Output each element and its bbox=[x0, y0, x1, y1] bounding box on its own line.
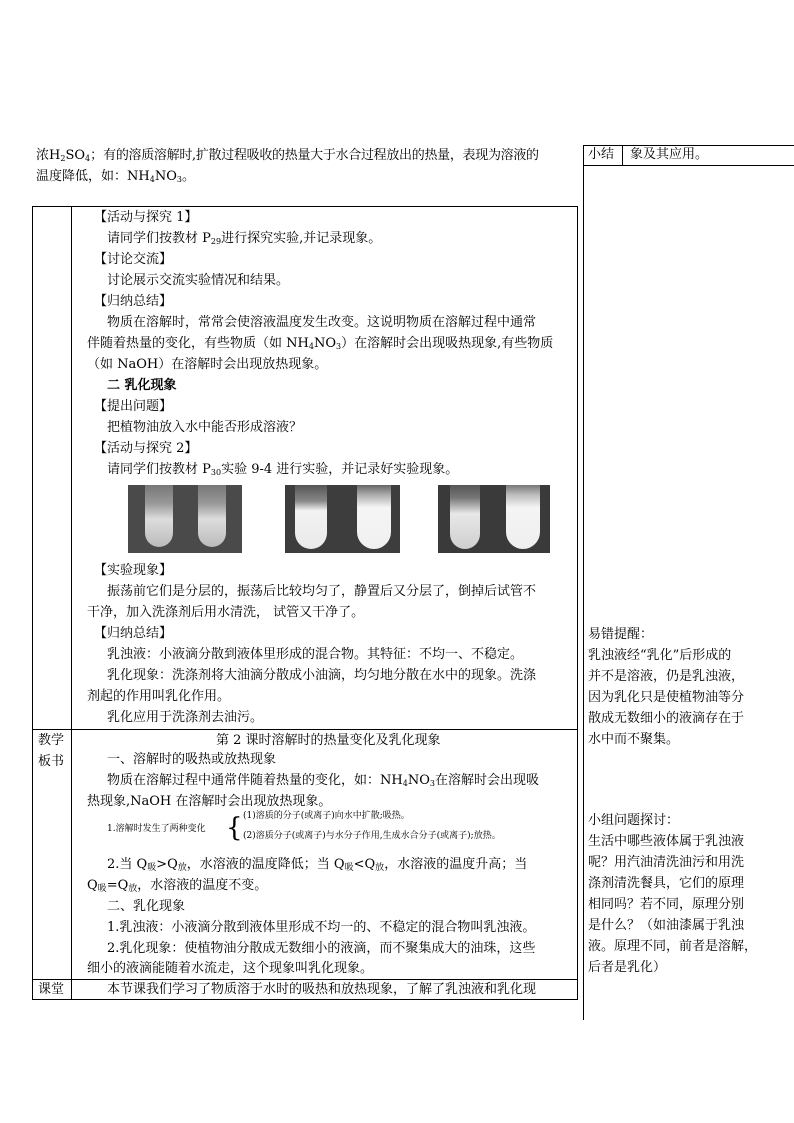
formula-line: (1)溶质的分子(或离子)向水中扩散;吸热。 bbox=[243, 811, 410, 821]
paragraph: 伴随着热量的变化，有些物质（如 $NH_4NO_3$）在溶解时会出现吸热现象,有些物质 bbox=[87, 336, 554, 351]
brace-icon: { bbox=[226, 813, 243, 843]
note-line: 液。原理不同，前者是溶解， bbox=[588, 939, 758, 954]
note-line: 相同吗？若不同，原理分别 bbox=[588, 897, 745, 912]
paragraph: 本节课我们学习了物质溶于水时的吸热和放热现象，了解了乳浊液和乳化现 bbox=[107, 982, 537, 997]
photo-cloudy-tubes bbox=[285, 485, 400, 553]
board-title: 第 2 课时溶解时的热量变化及乳化现象 bbox=[216, 733, 441, 748]
heading-activity-2: 【活动与探究 2】 bbox=[94, 441, 198, 456]
paragraph: 把植物油放入水中能否形成溶液？ bbox=[107, 420, 303, 435]
note-line: 水中而不聚集。 bbox=[588, 732, 680, 747]
test-tube bbox=[145, 485, 173, 547]
heading-discussion: 【讨论交流】 bbox=[94, 252, 173, 267]
paragraph: 乳化应用于洗涤剂去油污。 bbox=[107, 710, 264, 725]
paragraph: 乳浊液：小液滴分散到液体里形成的混合物。其特征：不均一、不稳定。 bbox=[107, 647, 524, 662]
top-line-2: 温度降低，如：$NH_4NO_3$。 bbox=[36, 169, 195, 184]
paragraph: 干净，加入洗涤剂后用水清洗， 试管又干净了。 bbox=[87, 605, 365, 620]
formula-line: (2)溶质分子(或离子)与水分子作用,生成水合分子(或离子);放热。 bbox=[243, 831, 501, 841]
test-tube bbox=[506, 485, 540, 549]
test-tube bbox=[198, 485, 226, 547]
table-left-border bbox=[32, 206, 33, 1000]
note-line: 涤剂清洗餐具，它们的原理 bbox=[588, 876, 745, 891]
right-column-border bbox=[583, 145, 584, 1020]
heading-question: 【提出问题】 bbox=[94, 399, 173, 414]
heading-phenomenon: 【实验现象】 bbox=[94, 563, 173, 578]
note-line: 因为乳化只是使植物油等分 bbox=[588, 690, 745, 705]
test-tube bbox=[295, 485, 327, 549]
paragraph: 二、乳化现象 bbox=[107, 899, 186, 914]
rule bbox=[622, 145, 623, 165]
paragraph: 2.乳化现象：使植物油分散成无数细小的液滴，而不聚集成大的油珠，这些 bbox=[107, 941, 536, 956]
heading-activity-1: 【活动与探究 1】 bbox=[94, 210, 198, 225]
note-line: 是什么？（如油漆属于乳浊 bbox=[588, 918, 745, 933]
heading-summary: 【归纳总结】 bbox=[94, 294, 173, 309]
note-title: 易错提醒： bbox=[588, 627, 654, 642]
rule bbox=[583, 165, 794, 166]
heading-summary-2: 【归纳总结】 bbox=[94, 626, 173, 641]
table-top-border bbox=[32, 206, 578, 207]
summary-text-right: 象及其应用。 bbox=[630, 147, 709, 162]
paragraph: 物质在溶解过程中通常伴随着热量的变化，如：$NH_4NO_3$在溶解时会出现吸 bbox=[107, 773, 539, 788]
summary-label-right: 小结 bbox=[588, 147, 615, 162]
note-line: 生活中哪些液体属于乳浊液 bbox=[588, 834, 745, 849]
paragraph: 乳化现象：洗涤剂将大油滴分散成小油滴，均匀地分散在水中的现象。洗涤 bbox=[107, 668, 537, 683]
paragraph: （如 NaOH）在溶解时会出现放热现象。 bbox=[87, 357, 328, 372]
paragraph: 热现象,NaOH 在溶解时会出现放热现象。 bbox=[87, 794, 332, 809]
paragraph: 1.乳浊液：小液滴分散到液体里形成不均一的、不稳定的混合物叫乳浊液。 bbox=[107, 920, 536, 935]
table-label-divider bbox=[71, 206, 72, 1000]
table-right-border bbox=[577, 206, 578, 1000]
test-tube bbox=[357, 485, 391, 549]
paragraph: Q吸=Q放，水溶液的温度不变。 bbox=[87, 878, 268, 894]
paragraph: 剂起的作用叫乳化作用。 bbox=[87, 689, 231, 704]
paragraph: 物质在溶解时，常常会使溶液温度发生改变。这说明物质在溶解过程中通常 bbox=[107, 315, 537, 330]
row-label: 课堂 bbox=[38, 982, 65, 997]
paragraph: 请同学们按教材 $P_{30}$实验 9-4 进行实验，并记录好实验现象。 bbox=[107, 462, 459, 477]
note-line: 后者是乳化） bbox=[588, 960, 667, 975]
note-line: 并不是溶液，仍是乳浊液， bbox=[588, 669, 745, 684]
paragraph: 讨论展示交流实验情况和结果。 bbox=[107, 273, 290, 288]
top-line-1: 浓$H_2SO_4$；有的溶质溶解时,扩散过程吸收的热量大于水合过程放出的热量，表现为溶液的 bbox=[36, 148, 539, 163]
paragraph: 细小的液滴能随着水流走，这个现象叫乳化现象。 bbox=[87, 961, 374, 976]
note-line: 散成无数细小的液滴存在于 bbox=[588, 711, 745, 726]
note-title: 小组问题探讨： bbox=[588, 813, 680, 828]
paragraph: 一、溶解时的吸热或放热现象 bbox=[107, 752, 277, 767]
section-heading: 二 乳化现象 bbox=[107, 378, 177, 393]
photo-detergent-tubes bbox=[438, 485, 550, 553]
test-tube bbox=[450, 485, 480, 549]
row-label: 板书 bbox=[38, 754, 65, 769]
paragraph: 2.当 Q吸>Q放，水溶液的温度降低；当 Q吸<Q放，水溶液的温度升高；当 bbox=[107, 857, 528, 873]
photo-clear-tubes bbox=[128, 485, 242, 553]
note-line: 乳浊液经“乳化”后形成的 bbox=[588, 648, 732, 663]
paragraph: 请同学们按教材 $P_{29}$进行探究实验,并记录现象。 bbox=[107, 231, 382, 246]
paragraph: 振荡前它们是分层的，振荡后比较均匀了，静置后又分层了，倒掉后试管不 bbox=[107, 584, 537, 599]
row-divider bbox=[32, 729, 578, 730]
row-label: 教学 bbox=[38, 733, 65, 748]
note-line: 呢？用汽油清洗油污和用洗 bbox=[588, 855, 745, 870]
formula-lead: 1.溶解时发生了两种变化 bbox=[107, 824, 206, 834]
